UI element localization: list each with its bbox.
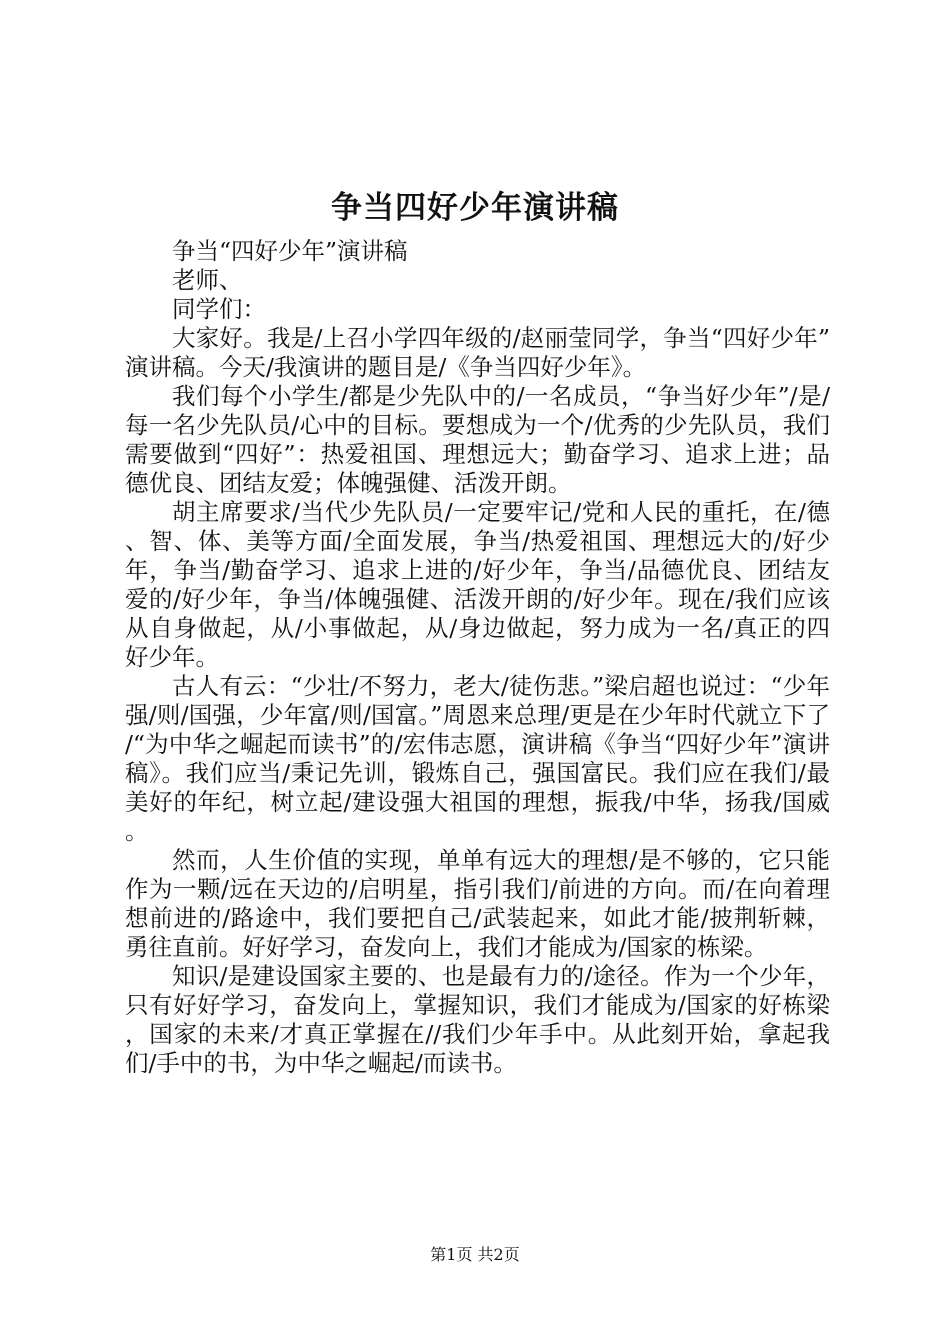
paragraph: 胡主席要求/当代少先队员/一定要牢记/党和人民的重托，在/德、智、体、美等方面/全面发展，争当/热爱祖国、理想远大的/好少年，争当/勤奋学习、追求上进的/好少年，争当/品德优良、团结友爱的/好少年，争当/体魄强健、活泼开朗的/好少年。现在/我们应该从自身做起，从/小事做起，从/身边做起，努力成为一名/真正的四好少年。: [125, 498, 830, 671]
paragraph: 知识/是建设国家主要的、也是最有力的/途径。作为一个少年，只有好好学习，奋发向上，掌握知识，我们才能成为/国家的好栋梁，国家的未来/才真正掌握在//我们少年手中。从此刻开始，拿起我们/手中的书，为中华之崛起/而读书。: [125, 962, 830, 1077]
paragraph-salutation-students: 同学们：: [172, 295, 266, 323]
paragraph: 然而，人生价值的实现，单单有远大的理想/是不够的，它只能作为一颗/远在天边的/启明星，指引我们/前进的方向。而/在向着理想前进的/路途中，我们要把自己/武装起来，如此才能/披荆斩棘，勇往直前。好好学习，奋发向上，我们才能成为/国家的栋梁。: [125, 846, 830, 961]
document-title: 争当四好少年演讲稿: [331, 190, 619, 226]
document-body: [125, 237, 830, 1078]
paragraph-salutation-teachers: 老师、: [172, 266, 243, 294]
paragraph: 我们每个小学生/都是少先队中的/一名成员，“争当好少年”/是/每一名少先队员/心中的目标。要想成为一个/优秀的少先队员，我们需要做到“四好”：热爱祖国、理想远大；勤奋学习、追求上进；品德优良、团结友爱；体魄强健、活泼开朗。: [125, 382, 830, 497]
paragraph: 大家好。我是/上召小学四年级的/赵丽莹同学，争当“四好少年”演讲稿。今天/我演讲的题目是/《争当四好少年》。: [125, 324, 830, 381]
paragraph-subtitle: 争当“四好少年”演讲稿: [172, 237, 408, 265]
paragraph: 古人有云：“少壮/不努力，老大/徒伤悲。”梁启超也说过：“少年强/则/国强，少年富/则/国富。”周恩来总理/更是在少年时代就立下了/“为中华之崛起而读书”的/宏伟志愿，演讲稿《争当“四好少年”演讲稿》。我们应当/秉记先训，锻炼自己，强国富民。我们应在我们/最美好的年纪，树立起/建设强大祖国的理想，振我/中华，扬我/国威。: [125, 672, 830, 845]
page-number-footer: 第1页 共2页: [430, 1245, 520, 1264]
